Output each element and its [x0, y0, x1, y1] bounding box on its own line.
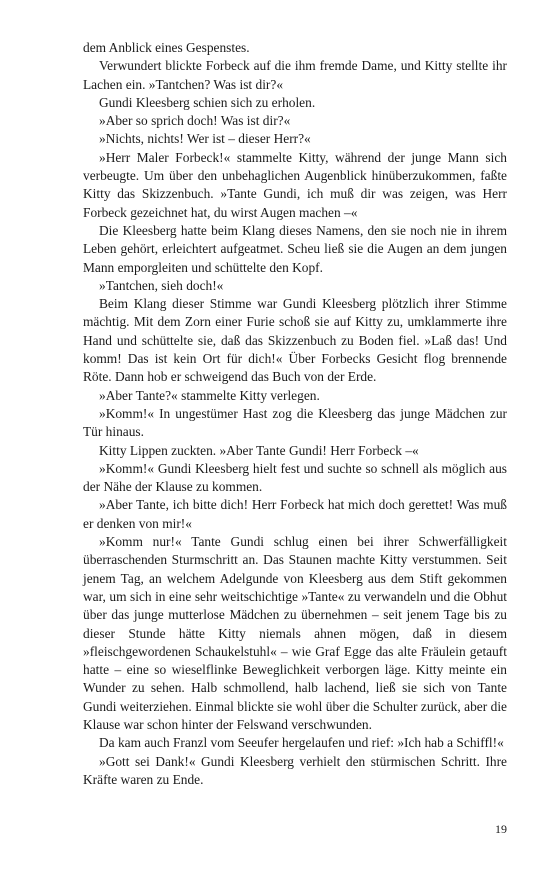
paragraph: »Komm!« Gundi Kleesberg hielt fest und suchte so schnell als möglich aus der Nähe der Klause zu kommen. — [83, 460, 507, 495]
paragraph: »Nichts, nichts! Wer ist – dieser Herr?« — [99, 131, 311, 147]
page-number: 19 — [495, 822, 507, 836]
paragraph: »Komm!« In ungestümer Hast zog die Kleesberg das junge Mädchen zur Tür hinaus. — [83, 405, 507, 440]
paragraph: »Herr Maler Forbeck!« stammelte Kitty, während der junge Mann sich verbeugte. Um über den unbehaglichen Augenblick hinüberzukommen, faßte Kitty das Skizzenbuch. »Tante Gundi, ich muß dir was zeigen, was Herr Forbeck gezeichnet hat, du wirst Augen machen –« — [83, 149, 507, 220]
paragraph: Da kam auch Franzl vom Seeufer hergelaufen und rief: »Ich hab a Schiffl!« — [99, 735, 504, 751]
book-page-text — [83, 39, 507, 789]
paragraph: Verwundert blickte Forbeck auf die ihm fremde Dame, und Kitty stellte ihr Lachen ein. »Tantchen? Was ist dir?« — [83, 58, 507, 92]
paragraph: Beim Klang dieser Stimme war Gundi Kleesberg plötzlich ihrer Stimme mächtig. Mit dem Zorn einer Furie schoß sie auf Kitty zu, umklammerte ihre Hand und schüttelte sie, daß das Skizzenbuch zu Boden fiel. »Laß das! Und komm! Das ist kein Ort für dich!« Über Forbecks Gesicht flog brennende Röte. Dann hob er schweigend das Buch von der Erde. — [83, 296, 507, 385]
paragraph: dem Anblick eines Gespenstes. — [83, 40, 250, 55]
paragraph: »Aber Tante, ich bitte dich! Herr Forbeck hat mich doch gerettet! Was muß er denken von mir!« — [83, 497, 507, 531]
paragraph: »Gott sei Dank!« Gundi Kleesberg verhielt den stürmischen Schritt. Ihre Kräfte waren zu Ende. — [83, 753, 507, 787]
paragraph: »Aber Tante?« stammelte Kitty verlegen. — [99, 387, 320, 403]
paragraph: »Tantchen, sieh doch!« — [99, 277, 224, 293]
paragraph: Die Kleesberg hatte beim Klang dieses Namens, den sie noch nie in ihrem Leben gehört, erleichtert aufgeatmet. Scheu ließ sie die Augen an dem jungen Mann emporgleiten und schüttelte den Kopf. — [83, 222, 507, 275]
paragraph: »Komm nur!« Tante Gundi schlug einen bei ihrer Schwerfälligkeit überraschenden Sturmschritt an. Das Staunen machte Kitty verstummen. Seit jenem Tag, an welchem Adelgunde von Kleesberg aus dem Stift gekommen war, um sich in eine sehr weitschichtige »Tante« zu verwandeln und die Obhut über das junge mutterlose Mädchen zu übernehmen – seit jenem Tage bis zu dieser Stunde hätte Kitty niemals ahnen mögen, daß in diesem »fleischgewordenen Schaukelstuhl« – wie Graf Egge das alte Fräulein getauft hatte – eine so wieselflinke Beweglichkeit verborgen läge. Kitty meinte ein Wunder zu sehen. Halb schmollend, halb lachend, ließ sie sich von Tante Gundi weiterziehen. Einmal blickte sie wohl über die Schulter zurück, aber die Klause war schon hinter der Felswand verschwunden. — [83, 534, 507, 732]
paragraph: »Aber so sprich doch! Was ist dir?« — [99, 113, 291, 129]
paragraph: Gundi Kleesberg schien sich zu erholen. — [99, 94, 316, 110]
paragraph: Kitty Lippen zuckten. »Aber Tante Gundi! Herr Forbeck –« — [99, 442, 419, 458]
